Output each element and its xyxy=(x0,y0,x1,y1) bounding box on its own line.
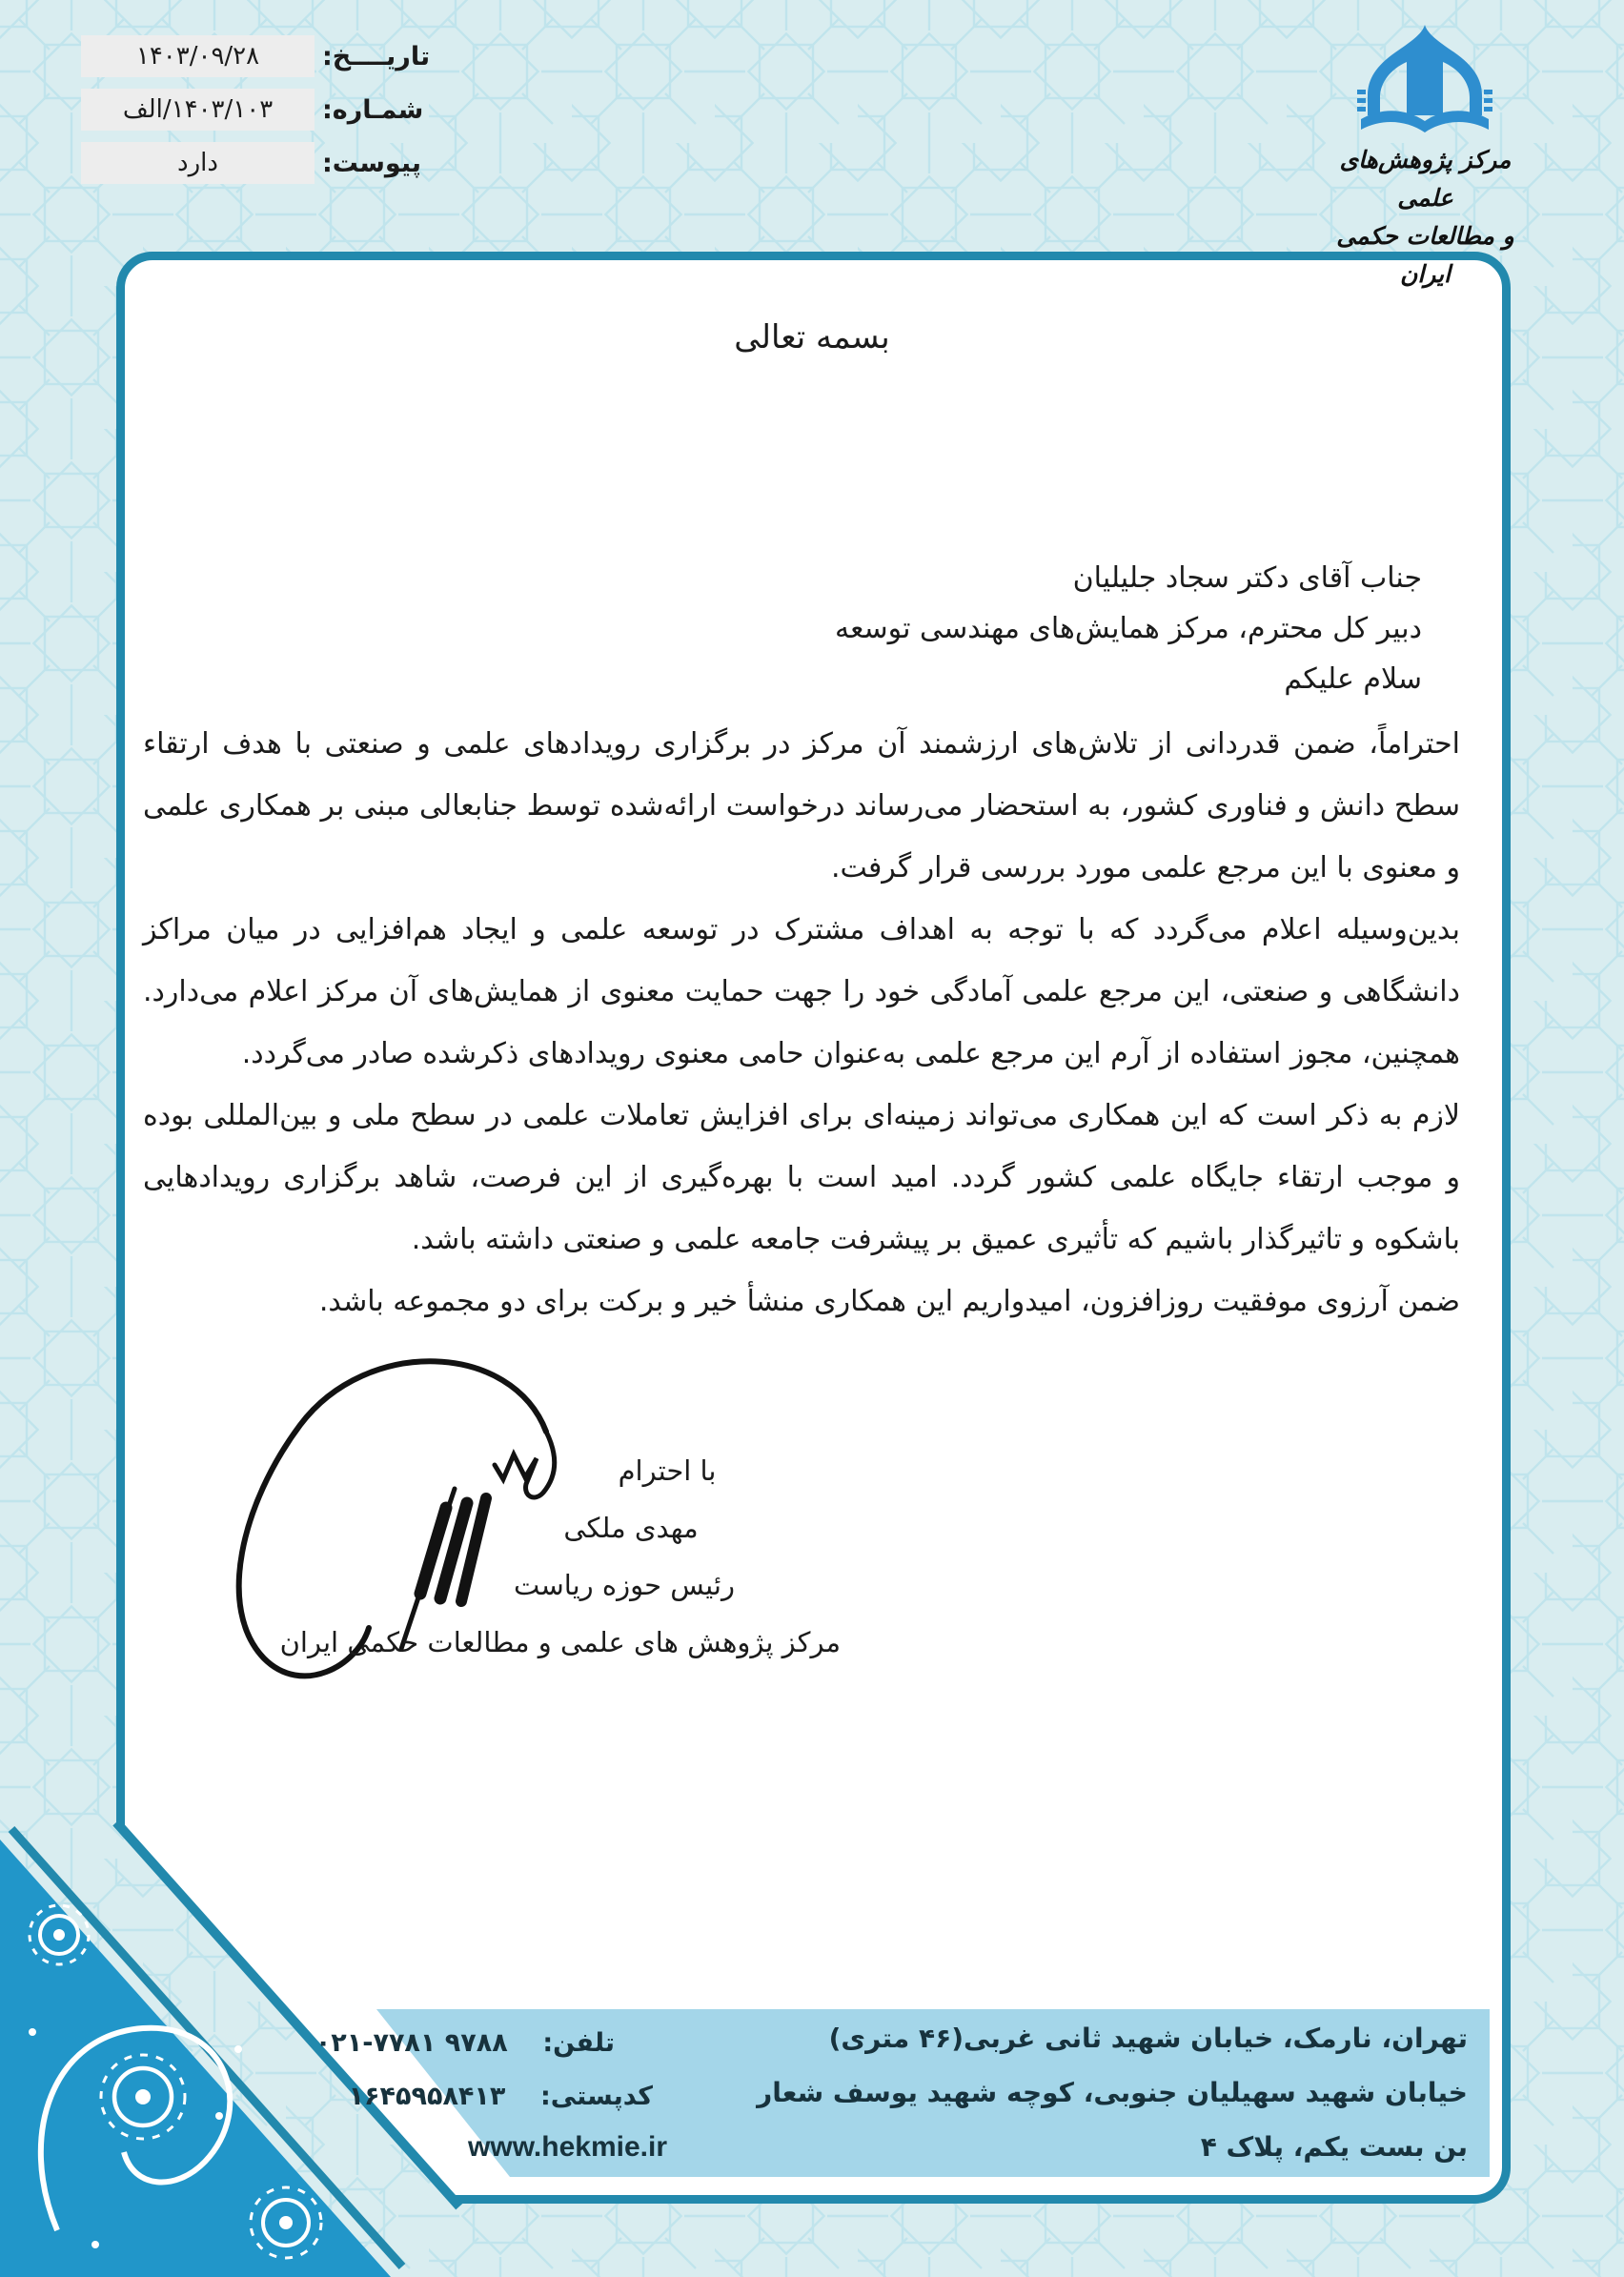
address-block xyxy=(757,2011,1468,2174)
phone-value: ۰۲۱-۷۷۸۱ ۹۷۸۸ xyxy=(315,2028,508,2058)
besmellah-heading: بسمه تعالی xyxy=(734,318,890,356)
salutation: سلام علیکم xyxy=(1284,662,1422,696)
recipient-name: جناب آقای دکتر سجاد جلیلیان xyxy=(1072,561,1422,595)
phone-row xyxy=(315,2028,615,2058)
attachment-value: دارد xyxy=(81,142,315,184)
number-row xyxy=(65,88,448,132)
dome-book-pen-logo-icon xyxy=(1323,23,1528,141)
address-line-2: خیابان شهید سهیلیان جنوبی، کوچه شهید یوسف شعار xyxy=(757,2077,1468,2108)
body-paragraph-4: ضمن آرزوی موفقیت روزافزون، امیدواریم این همکاری منشأ خیر و برکت برای دو مجموعه باشد. xyxy=(318,1285,1460,1318)
number-label: شمـاره: xyxy=(322,94,424,125)
address-line-3: بن بست یکم، پلاک ۴ xyxy=(1200,2131,1468,2163)
signature-respect-line: با احترام xyxy=(618,1454,717,1487)
address-line-1: تهران، نارمک، خیابان شهید ثانی غربی(۴۶ متری) xyxy=(828,2023,1468,2054)
date-value: ۱۴۰۳/۰۹/۲۸ xyxy=(81,35,315,77)
signature-organization: مرکز پژوهش های علمی و مطالعات حکمی ایران xyxy=(279,1626,841,1658)
number-value: ۱۴۰۳/۱۰۳/الف xyxy=(81,89,315,131)
signature-title: رئیس حوزه ریاست xyxy=(513,1569,736,1601)
recipient-block xyxy=(835,553,1422,704)
logo-caption-line1: مرکز پژوهش‌های علمی xyxy=(1339,146,1512,212)
attachment-label: پیوست: xyxy=(322,148,422,178)
date-row xyxy=(65,34,448,78)
attachment-row xyxy=(65,141,448,185)
website-text: www.hekmie.ir xyxy=(468,2131,667,2163)
paisley-corner-ornament xyxy=(0,1620,591,2277)
postal-value: ۱۶۴۵۹۵۸۴۱۳ xyxy=(348,2082,506,2111)
phone-label: تلفن: xyxy=(542,2028,615,2058)
signature-name: مهدی ملکی xyxy=(563,1512,699,1544)
body-paragraph-1: احتراماً، ضمن قدردانی از تلاش‌های ارزشمند آن مرکز در برگزاری رویدادهای علمی و صنعتی با هدف ارتقاء سطح دانش و فناوری کشور، به استحضار می‌رساند درخواست ارائه‌شده توسط جنابعالی مبنی بر همکاری علمی و معنوی با این مرجع علمی مورد بررسی قرار گرفت. xyxy=(143,727,1460,884)
logo-caption-line2: و مطالعات حکمی ایران xyxy=(1336,222,1514,288)
letter-body xyxy=(143,713,1460,1332)
postal-row xyxy=(349,2082,653,2111)
body-paragraph-3: لازم به ذکر است که این همکاری می‌تواند زمینه‌ای برای افزایش تعاملات علمی در سطح ملی و بین‌المللی بوده و موجب ارتقاء جایگاه علمی کشور گردد. امید است با بهره‌گیری از این فرصت، شاهد برگزاری رویدادهایی باشکوه و تاثیرگذار باشیم که تأثیری عمیق بر پیشرفت جامعه علمی و صنعتی داشته باشد. xyxy=(143,1099,1460,1256)
recipient-title: دبیر کل محترم، مرکز همایش‌های مهندسی توسعه xyxy=(834,612,1422,645)
organization-logo xyxy=(1323,23,1528,294)
postal-label: کدپستی: xyxy=(539,2082,653,2111)
body-paragraph-2: بدین‌وسیله اعلام می‌گردد که با توجه به اهداف مشترک در توسعه علمی و ایجاد هم‌افزایی در میان مراکز دانشگاهی و صنعتی، این مرجع علمی آمادگی خود را جهت حمایت معنوی از همایش‌های آن مرکز اعلام می‌دارد. همچنین، مجوز استفاده از آرم این مرجع علمی به‌عنوان حامی معنوی رویدادهای ذکرشده صادر می‌گردد. xyxy=(143,913,1460,1070)
date-label: تاریــــخ: xyxy=(322,41,431,71)
